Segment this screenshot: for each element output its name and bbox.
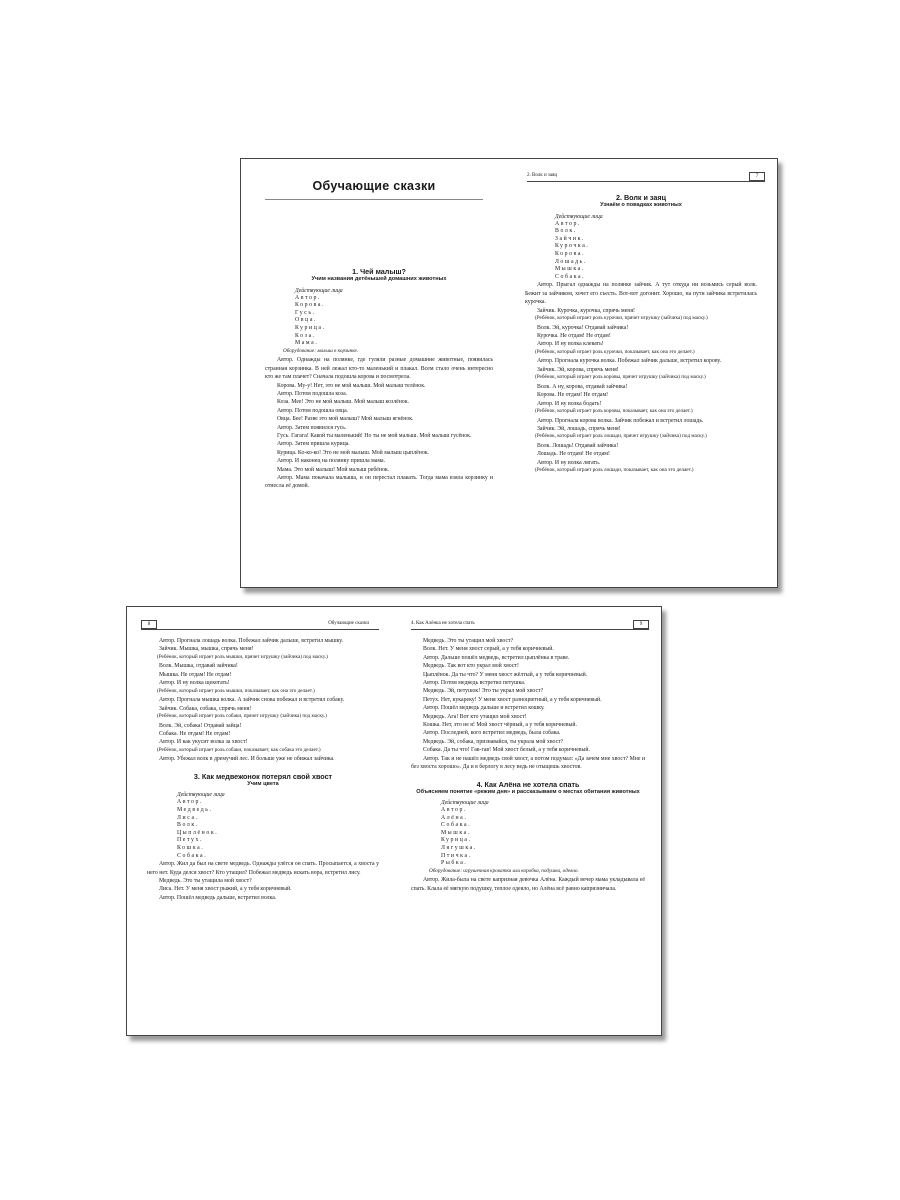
running-header: [141, 620, 379, 630]
section-2: [525, 193, 757, 476]
cast-item: Медведь.: [177, 807, 213, 814]
book-title: Обучающие сказки: [312, 179, 436, 193]
cast-list: [525, 221, 757, 282]
cast-item: Рыбка.: [441, 860, 468, 867]
cast-item: Мышка.: [555, 266, 585, 273]
cast-item: Собака.: [555, 273, 586, 280]
props-note: Оборудование: малыш в корзинке.: [283, 347, 359, 354]
running-header: [411, 620, 649, 630]
cast-item: Коза.: [295, 332, 316, 339]
page-number: 8: [141, 620, 157, 629]
paragraph: Зайчик. Эй, лошадь, спрячь меня!: [537, 426, 621, 432]
paragraph: Лошадь. Не отдам! Не отдам!: [537, 451, 610, 458]
paragraph: Автор. Затем пришла курица.: [277, 441, 350, 448]
story-text: [147, 637, 379, 764]
paragraph: Медведь. Эй, петушок! Это ты украл мой хвост?: [423, 688, 544, 695]
paragraph: Автор. Однажды на полянке, где гуляли разные домашние животные, появилась странная корзинка. В ней лежал кто-то маленький и плакал. Всем стало очень интересно кто же там плачет? Сначала подошла корова и посмотрела.: [265, 357, 493, 381]
book-spread-1: [240, 158, 778, 588]
story-text: [265, 356, 493, 491]
paragraph: Автор. Потом медведь встретил петушка.: [423, 680, 526, 687]
title-rule: [265, 199, 483, 200]
cast-item: Собака.: [441, 822, 472, 829]
cast-heading: Действующие лица: [177, 792, 225, 799]
paragraph: Автор. Прыгал однажды на полянке зайчик. А тут откуда ни возьмись серый волк. Бежит за зайчиком, хочет его съесть. Вот-вот догонит. Хорошо, на пути зайчика встретилась курочка.: [525, 282, 757, 306]
cast-list: [147, 799, 379, 860]
paragraph: Курочка. Не отдам! Не отдам!: [537, 332, 611, 339]
stage-direction: (Ребёнок, который играет роль собаки, прячет игрушку (зайчика) под маску.): [157, 713, 327, 720]
cast-list: [265, 295, 493, 348]
cast-item: Автор.: [177, 799, 204, 806]
page-right: [513, 159, 779, 587]
paragraph: Цыплёнок. Да ты что? У меня хвост жёлтый, а у тебя коричневый.: [423, 671, 588, 678]
paragraph: Автор. И ну волка бодать!: [537, 400, 602, 407]
cast-item: Автор.: [295, 294, 322, 301]
paragraph: Волк. Мышка, отдавай зайчика!: [159, 663, 238, 670]
cast-item: Корова.: [295, 302, 326, 309]
paragraph: Автор. И ну волка лягать.: [537, 459, 601, 466]
cast-item: Волк.: [555, 228, 577, 235]
cast-item: Курочка.: [555, 243, 590, 250]
paragraph: Волк. Нет. У меня хвост серый, а у тебя коричневый.: [423, 646, 554, 653]
cast-item: Птичка.: [441, 852, 472, 859]
section-3: [147, 772, 379, 902]
paragraph: Волк. Лошадь! Отдавай зайчика!: [537, 443, 619, 449]
props-note: Оборудование: игрушечная кроватка или коробка, подушка, одеяло.: [429, 867, 579, 874]
story-continuation: [147, 637, 379, 902]
book-spread-2: [126, 606, 662, 1036]
cast-heading: Действующие лица: [555, 213, 603, 220]
section-subtitle: Узнаём о повадках животных: [600, 202, 682, 208]
stage-direction: (Ребёнок, который играет роль собаки, показывает, как собака это делает.): [157, 746, 321, 753]
stage-direction: (Ребёнок, который играет роль мышки, показывает, как она это делает.): [157, 687, 315, 694]
paragraph: Собака. Не отдам! Не отдам!: [159, 731, 231, 738]
paragraph: Автор. И ну волка клевать!: [537, 341, 604, 348]
section-title: 3. Как медвежонок потерял свой хвост: [193, 771, 333, 781]
page-left: [127, 607, 393, 1035]
story-text: [525, 281, 757, 474]
paragraph: Автор. Прогнала мышка волка. А зайчик снова побежал и встретил собаку.: [159, 697, 345, 704]
cast-item: Волк.: [177, 822, 199, 829]
paragraph: Зайчик. Собака, собака, спрячь меня!: [159, 705, 252, 712]
paragraph: Зайчик. Курочка, курочка, спрячь меня!: [537, 307, 635, 314]
cast-item: Гусь.: [295, 309, 316, 316]
paragraph: Автор. И как укусит волка за хвост!: [159, 739, 248, 746]
paragraph: Волк. А ну, корова, отдавай зайчика!: [537, 383, 628, 390]
paragraph: Гусь. Гагага! Какой ты маленький! Но ты не мой малыш. Мой малыш гусёнок.: [277, 433, 472, 439]
paragraph: Автор. Дальше пошёл медведь, встретил цыплёнка в траве.: [423, 654, 570, 661]
cast-item: Лиса.: [177, 814, 199, 821]
running-head-text: 4. Как Алёнка не хотела спать: [411, 621, 475, 626]
stage-direction: (Ребёнок, который играет роль мышки, прячет игрушку (зайчика) под маску.): [157, 653, 328, 660]
paragraph: Автор. Затем появился гусь.: [277, 424, 347, 431]
cast-item: Кошка.: [177, 845, 205, 851]
paragraph: Волк. Эй, собака! Отдавай зайца!: [159, 722, 242, 729]
paragraph: Лиса. Нет. У меня хвост рыжий, а у тебя коричневый.: [159, 886, 292, 893]
section-title: 2. Волк и заяц: [615, 193, 667, 202]
page-number: 9: [633, 620, 649, 629]
paragraph: Кошка. Нет, это не я! Мой хвост чёрный, а у тебя коричневый.: [423, 722, 577, 729]
cast-item: Цыплёнок.: [177, 829, 219, 836]
cast-heading: Действующие лица: [295, 287, 343, 294]
paragraph: Автор. Так и не нашёл медведь свой хвост, а потом подумал: «Да зачем мне хвост? Мне и без хвоста хорошо». Да и в берлогу в лесу ведь не отыщешь хвостов.: [411, 755, 645, 771]
cast-item: Мама.: [295, 340, 319, 347]
paragraph: Зайчик. Эй, корова, спрячь меня!: [537, 366, 619, 373]
chapter-header: [265, 179, 483, 193]
stage-direction: (Ребёнок, который играет роль лошади, показывает, как она это делает.): [535, 467, 694, 474]
stage-direction: (Ребёнок, который играет роль лошади, прячет игрушку (зайчика) под маску.): [535, 433, 707, 440]
paragraph: Медведь. Так вот кто украл мой хвост!: [423, 663, 519, 670]
paragraph: Автор. Прогнала курочка волка. Побежал зайчик дальше, встретил корову.: [537, 358, 722, 365]
stage-direction: (Ребёнок, который играет роль коровы, прячет игрушку (зайчика) под маску.): [535, 374, 706, 381]
paragraph: Автор. Мама покачала малыша, и он перестал плакать. Тогда мама взяла корзинку и отнесла её домой.: [265, 475, 493, 490]
running-head-text: Обучающие сказки: [328, 621, 369, 626]
stage-direction: (Ребёнок, который играет роль коровы, показывает, как она это делает.): [535, 408, 693, 414]
section-1: [265, 267, 493, 491]
paragraph: Медведь. Это ты утащил мой хвост?: [423, 638, 514, 644]
story-text: [411, 637, 645, 772]
paragraph: Автор. Потом подошла овца.: [277, 407, 349, 414]
cast-item: Автор.: [555, 220, 582, 227]
cast-item: Автор.: [441, 807, 468, 814]
paragraph: Автор. И ну волка щекотать!: [159, 680, 230, 687]
cast-item: Курица.: [295, 324, 326, 331]
section-title: 4. Как Алёна не хотела спать: [476, 779, 580, 789]
paragraph: Автор. Жила-была на свете капризная девочка Алёна. Каждый вечер мама укладывала её спать. Клала её мягкую подушку, теплое одеяло, но Алёна всё равно капризничала.: [411, 877, 645, 892]
cast-list: [411, 807, 645, 868]
section-subtitle: Объясняем понятие «режим дня» и рассказываем о местах обитания животных: [416, 788, 640, 795]
paragraph: Мышка. Не отдам! Не отдам!: [159, 671, 232, 678]
paragraph: Медведь. Ага! Вот кто утащил мой хвост!: [423, 713, 527, 720]
section-subtitle: Учим цвета: [247, 780, 279, 787]
paragraph: Корова. Му-у! Нет, это не мой малыш. Мой малыш телёнок.: [277, 382, 426, 389]
cast-heading: Действующие лица: [441, 800, 489, 807]
page-right: [397, 607, 663, 1035]
paragraph: Курица. Ко-ко-ко! Это не мой малыш. Мой малыш цыплёнок.: [277, 449, 429, 456]
story-continuation: [411, 637, 645, 893]
running-head-text: 2. Волк и заяц: [527, 173, 558, 178]
paragraph: Автор. Последней, кого встретил медведь, была собака.: [423, 730, 561, 737]
cast-item: Корова.: [555, 250, 586, 257]
cast-item: Лягушка.: [441, 845, 477, 852]
paragraph: Автор. Жил да был на свете медведь. Однажды улёгся он спать. Просыпается, а хвоста у него нет. Куда делся хвост? Кто утащил? Побежал медведь искать вора, встретил лису.: [147, 861, 379, 876]
paragraph: Зайчик. Мышка, мышка, спрячь меня!: [159, 646, 254, 653]
paragraph: Автор. Пошёл медведь дальше и встретил кошку.: [423, 705, 545, 712]
paragraph: Коза. Мее! Это не мой малыш. Мой малыш козлёнок.: [277, 399, 409, 406]
stage-direction: (Ребёнок, который играет роль курочки, показывает, как она это делает.): [535, 348, 695, 355]
paragraph: Автор. И наконец на полянку пришла мама.: [277, 458, 386, 465]
paragraph: Корова. Не отдам! Не отдам!: [537, 392, 609, 399]
cast-item: Лошадь.: [555, 258, 587, 265]
cast-item: Собака.: [177, 852, 208, 859]
section-subtitle: Учим названия детёнышей домашних животных: [311, 276, 447, 282]
cast-item: Овца.: [295, 317, 318, 324]
running-header: [527, 172, 765, 182]
paragraph: Автор. Прогнала лошадь волка. Побежал зайчик дальше, встретил мышку.: [159, 638, 344, 644]
paragraph: Автор. Потом подошла коза.: [277, 390, 348, 397]
paragraph: Медведь. Эй, собака, признавайся, ты украла мой хвост?: [423, 738, 564, 745]
cast-item: Курица.: [441, 837, 472, 844]
stage-direction: (Ребёнок, который играет роль курочки, прячет игрушку (зайчика) под маску.): [535, 314, 708, 321]
paragraph: Собака. Да ты что! Гав-гав! Мой хвост белый, а у тебя коричневый.: [423, 747, 590, 754]
paragraph: Автор. Прогнала корова волка. Зайчик побежал и встретил лошадь.: [537, 417, 704, 424]
paragraph: Автор. Убежал волк в дремучий лес. И больше уже не обижал зайчика.: [159, 756, 335, 763]
paragraph: Овца. Бее! Разве это мой малыш? Мой малыш ягнёнок.: [277, 416, 414, 423]
paragraph: Волк. Эй, курочка! Отдавай зайчика!: [537, 324, 629, 331]
paragraph: Медведь. Это ты утащила мой хвост?: [159, 878, 252, 884]
cast-item: Петух.: [177, 837, 204, 844]
section-title: 1. Чей малыш?: [352, 267, 406, 276]
cast-item: Зайчик.: [555, 235, 586, 242]
paragraph: Петух. Нет, кукареку! У меня хвост разноцветный, а у тебя коричневый.: [423, 696, 602, 703]
cast-item: Мышка.: [441, 829, 471, 836]
section-4: [411, 780, 645, 894]
paragraph: Автор. Пошёл медведь дальше, встретил волка.: [159, 894, 277, 901]
cast-item: Алёна.: [441, 814, 468, 821]
page-number: 7: [749, 172, 765, 181]
paragraph: Мама. Это мой малыш! Мой малыш ребёнок.: [277, 466, 390, 473]
page-left: [241, 159, 507, 587]
